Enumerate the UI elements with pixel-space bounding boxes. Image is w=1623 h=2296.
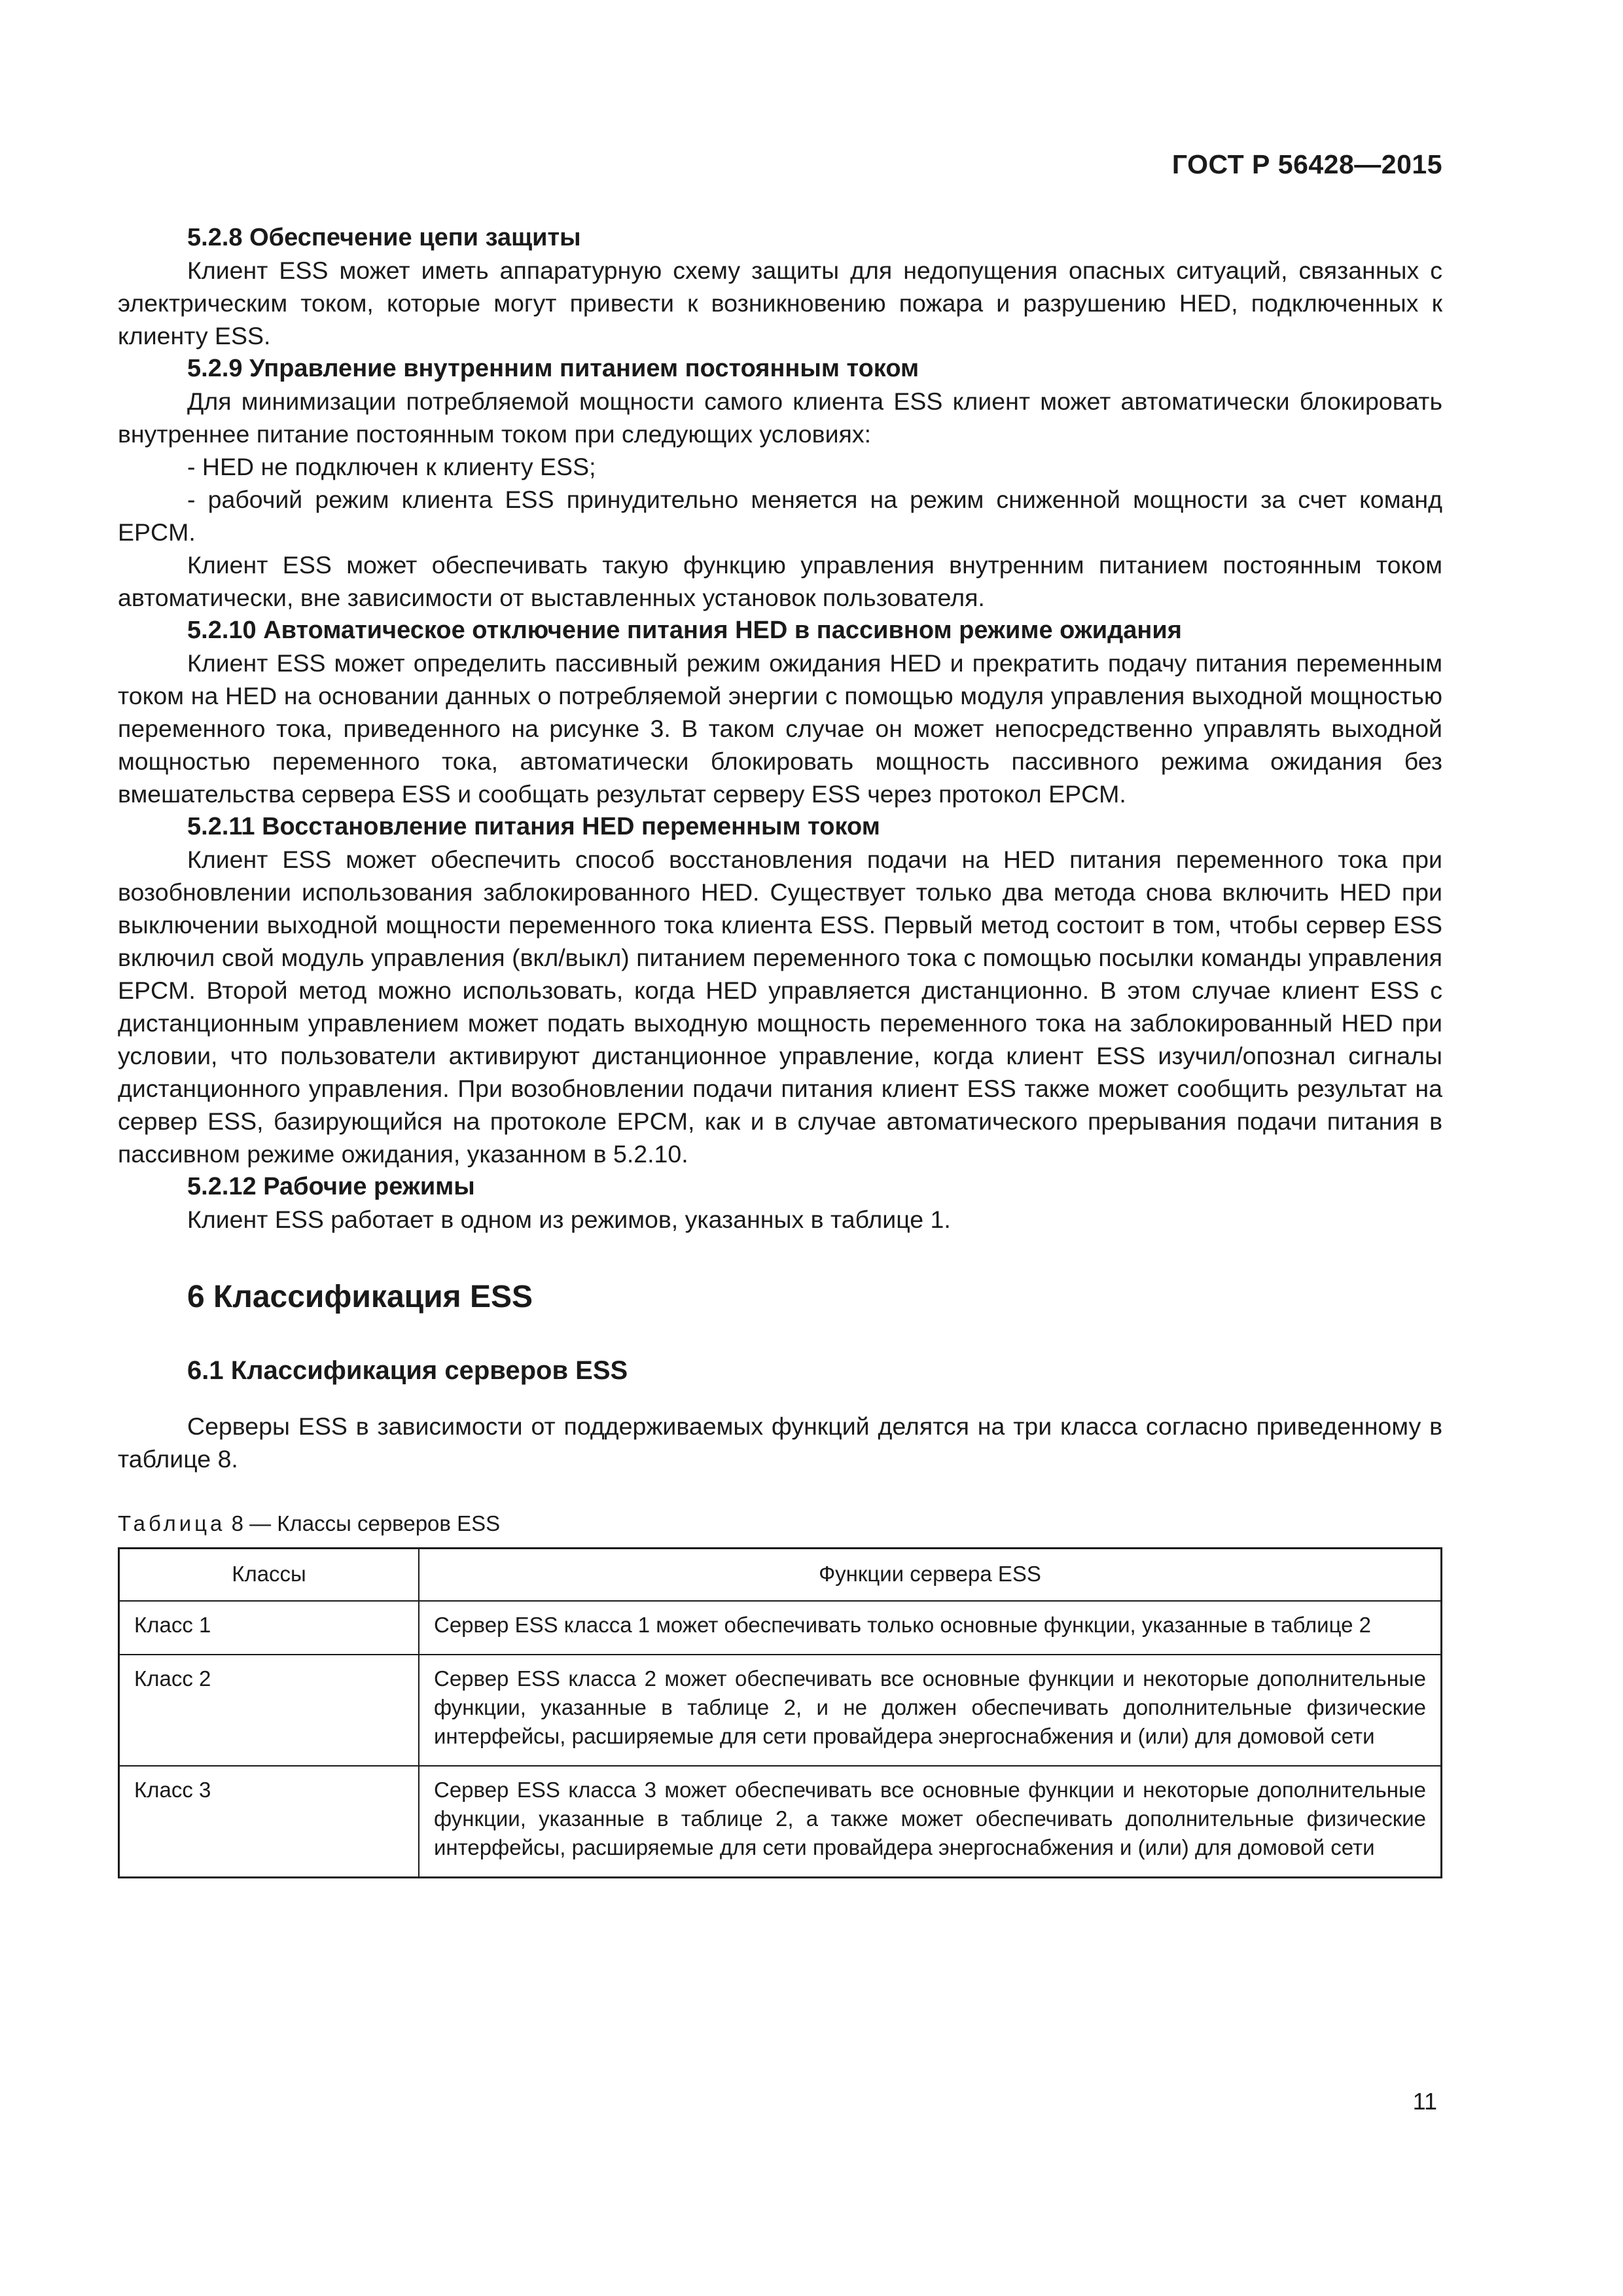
section-heading-5-2-12: 5.2.12 Рабочие режимы — [187, 1173, 475, 1200]
subsection-heading-6-1: 6.1 Классификация серверов ESS — [187, 1356, 628, 1385]
page-number: 11 — [1412, 2088, 1437, 2115]
chapter-heading-6: 6 Классификация ESS — [187, 1280, 533, 1314]
column-header-classes: Классы — [119, 1549, 419, 1602]
section-paragraph: Клиент ESS может иметь аппаратурную схему защиты для недопущения опасных ситуаций, связанных с электрическим током, которые могут привести к возникновению пожара и разрушению HED, подключенных к клиенту ESS. — [118, 257, 1442, 350]
table-header-row — [119, 1549, 1442, 1602]
section-paragraph: Серверы ESS в зависимости от поддерживаемых функций делятся на три класса согласно приведенному в таблице 8. — [118, 1412, 1442, 1473]
table-caption-title: 8 — Классы серверов ESS — [231, 1511, 501, 1535]
section-paragraph: Клиент ESS может определить пассивный режим ожидания HED и прекратить подачу питания переменным током на HED на основании данных о потребляемой энергии с помощью модуля управления выходной мощностью переменного тока, приведенного на рисунке 3. В таком случае он может непосредственно управлять выходной мощностью переменного тока, автоматически блокировать мощность пассивного режима ожидания без вмешательства сервера ESS и сообщать результат серверу ESS через протокол EPCM. — [118, 649, 1442, 808]
section-heading-5-2-8: 5.2.8 Обеспечение цепи защиты — [187, 224, 581, 251]
page-body — [118, 221, 1442, 1878]
table-cell-class: Класс 2 — [119, 1655, 419, 1766]
list-item: - рабочий режим клиента ESS принудительно меняется на режим сниженной мощности за счет команд EPCM. — [118, 486, 1442, 546]
table-row — [119, 1766, 1442, 1878]
section-heading-5-2-9: 5.2.9 Управление внутренним питанием постоянным током — [187, 355, 919, 382]
section-paragraph: Клиент ESS может обеспечивать такую функцию управления внутренним питанием постоянным током автоматически, вне зависимости от выставленных установок пользователя. — [118, 551, 1442, 611]
server-classes-table — [118, 1547, 1442, 1878]
document-code-header: ГОСТ Р 56428—2015 — [1171, 149, 1442, 179]
column-header-functions: Функции сервера ESS — [419, 1549, 1442, 1602]
table-cell-functions: Сервер ESS класса 3 может обеспечивать все основные функции и некоторые дополнительные функции, указанные в таблице 2, а также может обеспечивать дополнительные физические интерфейсы, расширяемые для сети провайдера энергоснабжения и (или) для домовой сети — [419, 1766, 1442, 1878]
section-heading-5-2-11: 5.2.11 Восстановление питания HED переменным током — [187, 813, 880, 840]
table-cell-functions: Сервер ESS класса 1 может обеспечивать только основные функции, указанные в таблице 2 — [419, 1601, 1442, 1655]
table-caption — [118, 1509, 1442, 1538]
table-row — [119, 1655, 1442, 1766]
table-cell-functions: Сервер ESS класса 2 может обеспечивать все основные функции и некоторые дополнительные функции, указанные в таблице 2, и не должен обеспечивать дополнительные физические интерфейсы, расширяемые для сети провайдера энергоснабжения и (или) для домовой сети — [419, 1655, 1442, 1766]
section-paragraph: Клиент ESS может обеспечить способ восстановления подачи на HED питания переменного тока при возобновлении использования заблокированного HED. Существует только два метода снова включить HED при выключении выходной мощности переменного тока клиента ESS. Первый метод состоит в том, чтобы сервер ESS включил свой модуль управления (вкл/выкл) питанием переменного тока с помощью посылки команды управления EPCM. Второй метод можно использовать, когда HED управляется дистанционно. В этом случае клиент ESS с дистанционным управлением может подать выходную мощность переменного тока на заблокированный HED при условии, что пользователи активируют дистанционное управление, когда клиент ESS изучил/опознал сигналы дистанционного управления. При возобновлении подачи питания клиент ESS также может сообщить результат на сервер ESS, базирующийся на протоколе EPCM, как и в случае автоматического прерывания подачи питания в пассивном режиме ожидания, указанном в 5.2.10. — [118, 846, 1442, 1168]
table-cell-class: Класс 1 — [119, 1601, 419, 1655]
table-caption-label: Таблица — [118, 1511, 226, 1535]
table-row — [119, 1601, 1442, 1655]
section-heading-5-2-10: 5.2.10 Автоматическое отключение питания HED в пассивном режиме ожидания — [187, 617, 1182, 644]
table-cell-class: Класс 3 — [119, 1766, 419, 1878]
section-paragraph: Для минимизации потребляемой мощности самого клиента ESS клиент может автоматически блокировать внутреннее питание постоянным током при следующих условиях: — [118, 387, 1442, 448]
list-item: - HED не подключен к клиенту ESS; — [187, 453, 596, 480]
section-paragraph: Клиент ESS работает в одном из режимов, указанных в таблице 1. — [187, 1206, 951, 1233]
